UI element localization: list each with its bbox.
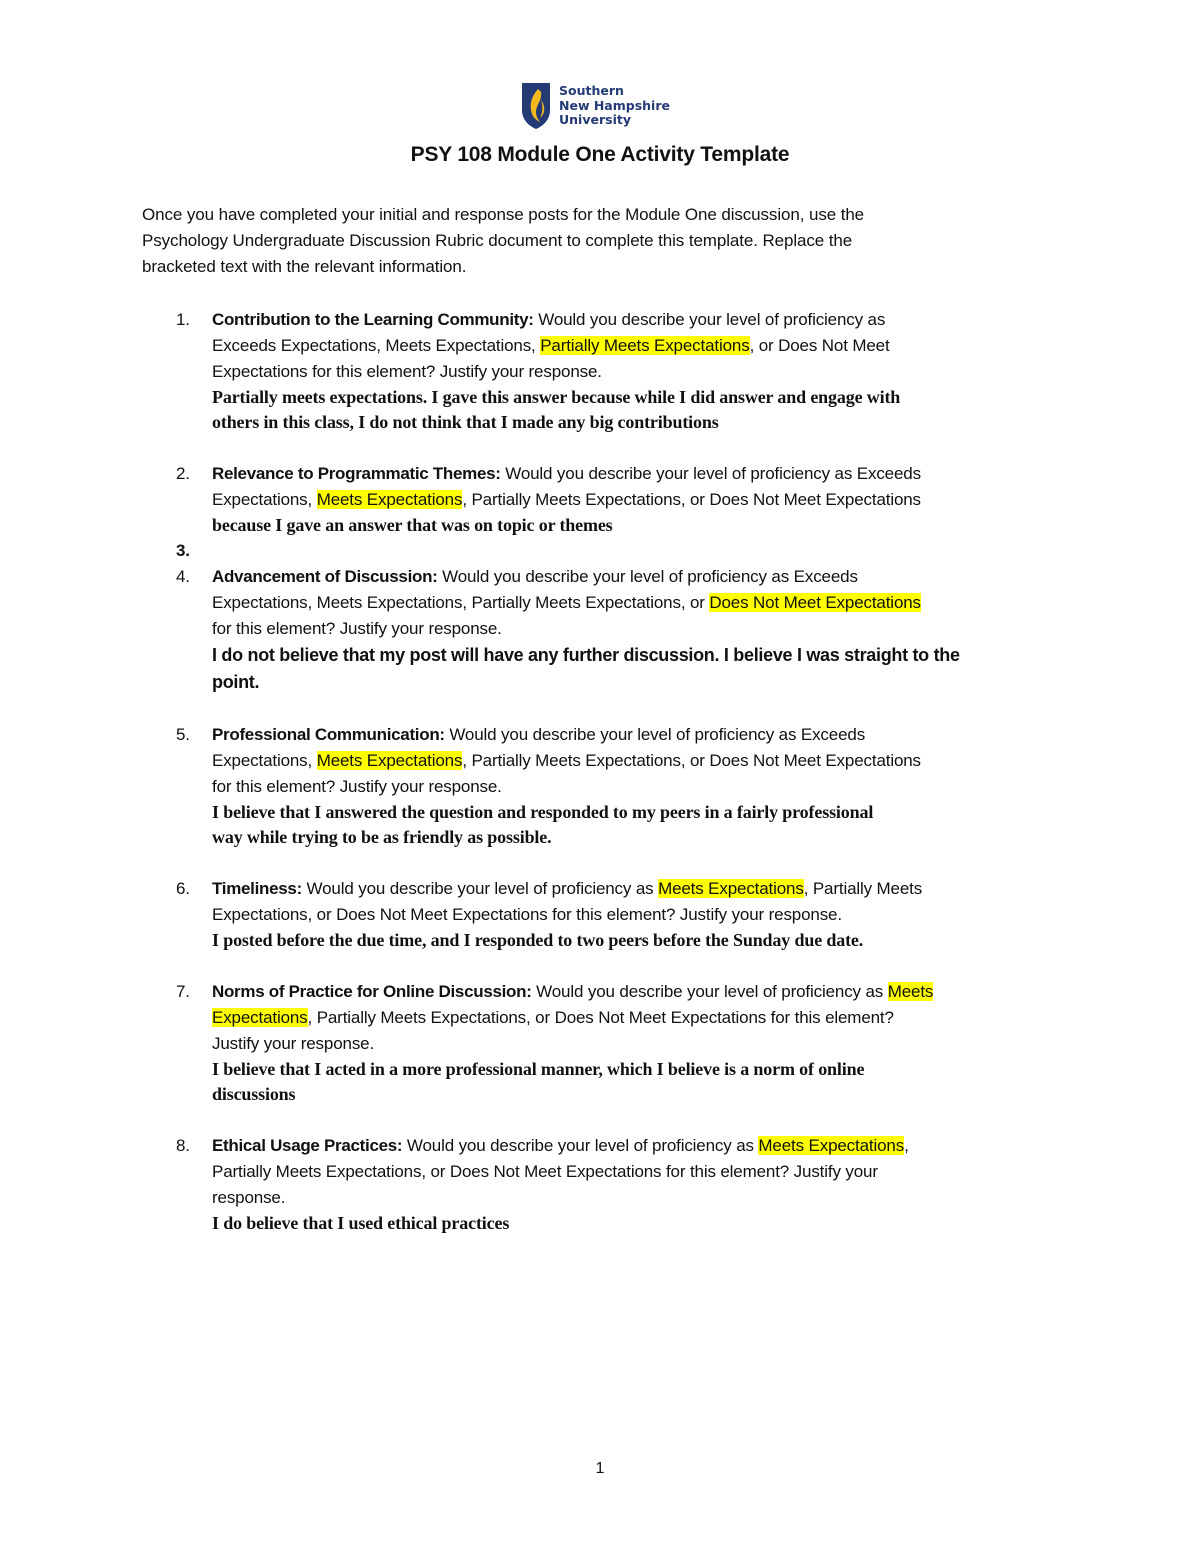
- question-text: Would you describe your level of proficiency as: [531, 982, 888, 1001]
- item-label: Relevance to Programmatic Themes:: [212, 464, 501, 483]
- logo-wordmark: [559, 84, 670, 128]
- question-text: , Partially Meets: [803, 879, 923, 898]
- question-text: , Partially Meets Expectations, or Does Not Meet Expectations for this element?: [307, 1008, 894, 1027]
- intro-line: Psychology Undergraduate Discussion Rubric document to complete this template. Replace the: [142, 231, 853, 250]
- item-number: 2.: [176, 464, 190, 483]
- page-number: 1: [595, 1460, 605, 1477]
- question-text: Partially Meets Expectations, or Does Not Meet Expectations for this element? Justify your: [212, 1162, 878, 1181]
- question-text: for this element? Justify your response.: [212, 777, 502, 796]
- question-text: Justify your response.: [212, 1034, 375, 1053]
- list-item-contribution: [142, 307, 1062, 435]
- question-text: Would you describe your level of proficiency as: [402, 1136, 759, 1155]
- question-text: Would you describe your level of proficiency as Exceeds: [500, 464, 921, 483]
- logo-line-1: Southern: [559, 83, 624, 98]
- list-item-communication: [142, 722, 1062, 850]
- item-number: 5.: [176, 725, 190, 744]
- question-text: , Partially Meets Expectations, or Does Not Meet Expectations: [462, 490, 921, 509]
- question-text: Expectations, or Does Not Meet Expectations for this element? Justify your response.: [212, 905, 842, 924]
- rubric-list: [142, 307, 1062, 1236]
- intro-line: Once you have completed your initial and response posts for the Module One discussion, use the: [142, 205, 865, 224]
- logo-line-3: University: [559, 112, 631, 127]
- item-label: Contribution to the Learning Community:: [212, 310, 534, 329]
- item-label: Advancement of Discussion:: [212, 567, 438, 586]
- page-title: PSY 108 Module One Activity Template: [410, 143, 790, 166]
- item-number: 3.: [176, 541, 190, 560]
- answer-text: I do believe that I used ethical practices: [212, 1213, 510, 1233]
- item-number: 4.: [176, 567, 190, 586]
- university-logo: [521, 82, 691, 134]
- highlighted-rating: Meets Expectations: [658, 879, 804, 898]
- question-text: Would you describe your level of proficiency as: [301, 879, 659, 898]
- item-number: 7.: [176, 982, 190, 1001]
- question-text: ,: [904, 1136, 909, 1155]
- answer-text: because I gave an answer that was on topic or themes: [212, 515, 613, 535]
- question-text: response.: [212, 1188, 286, 1207]
- item-label: Professional Communication:: [212, 725, 445, 744]
- item-number: 6.: [176, 879, 190, 898]
- highlighted-rating: Does Not Meet Expectations: [709, 593, 921, 612]
- item-label: Ethical Usage Practices:: [212, 1136, 403, 1155]
- item-number: 8.: [176, 1136, 190, 1155]
- list-item-relevance: [142, 461, 1062, 538]
- question-text: , or Does Not Meet: [749, 336, 890, 355]
- question-text: Expectations, Meets Expectations, Partially Meets Expectations, or: [212, 593, 710, 612]
- question-text: , Partially Meets Expectations, or Does Not Meet Expectations: [462, 751, 921, 770]
- answer-text: I believe that I acted in a more professional manner, which I believe is a norm of online: [212, 1059, 865, 1079]
- answer-text: I do not believe that my post will have any further discussion. I believe I was straight to the: [212, 645, 960, 665]
- item-number: 1.: [176, 310, 190, 329]
- question-text: Would you describe your level of proficiency as Exceeds: [437, 567, 858, 586]
- answer-text: I posted before the due time, and I responded to two peers before the Sunday due date.: [212, 930, 864, 950]
- question-text: Expectations for this element? Justify your response.: [212, 362, 602, 381]
- highlighted-rating: Meets Expectations: [316, 490, 463, 509]
- highlighted-rating: Partially Meets Expectations: [540, 336, 750, 355]
- item-label: Timeliness:: [212, 879, 302, 898]
- question-text: Exceeds Expectations, Meets Expectations,: [212, 336, 541, 355]
- question-text: Would you describe your level of proficiency as: [533, 310, 886, 329]
- answer-text: point.: [212, 672, 260, 692]
- list-item-ethical: [142, 1133, 1062, 1236]
- highlighted-rating: Meets: [887, 982, 934, 1001]
- answer-text: discussions: [212, 1084, 296, 1104]
- list-item-empty: [142, 538, 1062, 564]
- shield-flame-icon: [521, 82, 551, 130]
- question-text: Would you describe your level of proficiency as Exceeds: [444, 725, 866, 744]
- highlighted-rating: Meets Expectations: [758, 1136, 905, 1155]
- logo-line-2: New Hampshire: [559, 97, 670, 113]
- answer-text: I believe that I answered the question and responded to my peers in a fairly professional: [212, 802, 874, 822]
- list-item-norms: [142, 979, 1062, 1107]
- list-item-advancement: [142, 564, 1062, 696]
- question-text: Expectations,: [212, 490, 317, 509]
- list-item-timeliness: [142, 876, 1062, 953]
- intro-line: bracketed text with the relevant information.: [142, 257, 467, 276]
- answer-text: others in this class, I do not think that I made any big contributions: [212, 412, 719, 432]
- answer-text: way while trying to be as friendly as possible.: [212, 827, 552, 847]
- question-text: for this element? Justify your response.: [212, 619, 502, 638]
- answer-text: Partially meets expectations. I gave this answer because while I did answer and engage with: [212, 387, 901, 407]
- highlighted-rating: Meets Expectations: [316, 751, 463, 770]
- question-text: Expectations,: [212, 751, 317, 770]
- item-label: Norms of Practice for Online Discussion:: [212, 982, 532, 1001]
- highlighted-rating: Expectations: [212, 1008, 308, 1027]
- intro-paragraph: [142, 202, 1022, 280]
